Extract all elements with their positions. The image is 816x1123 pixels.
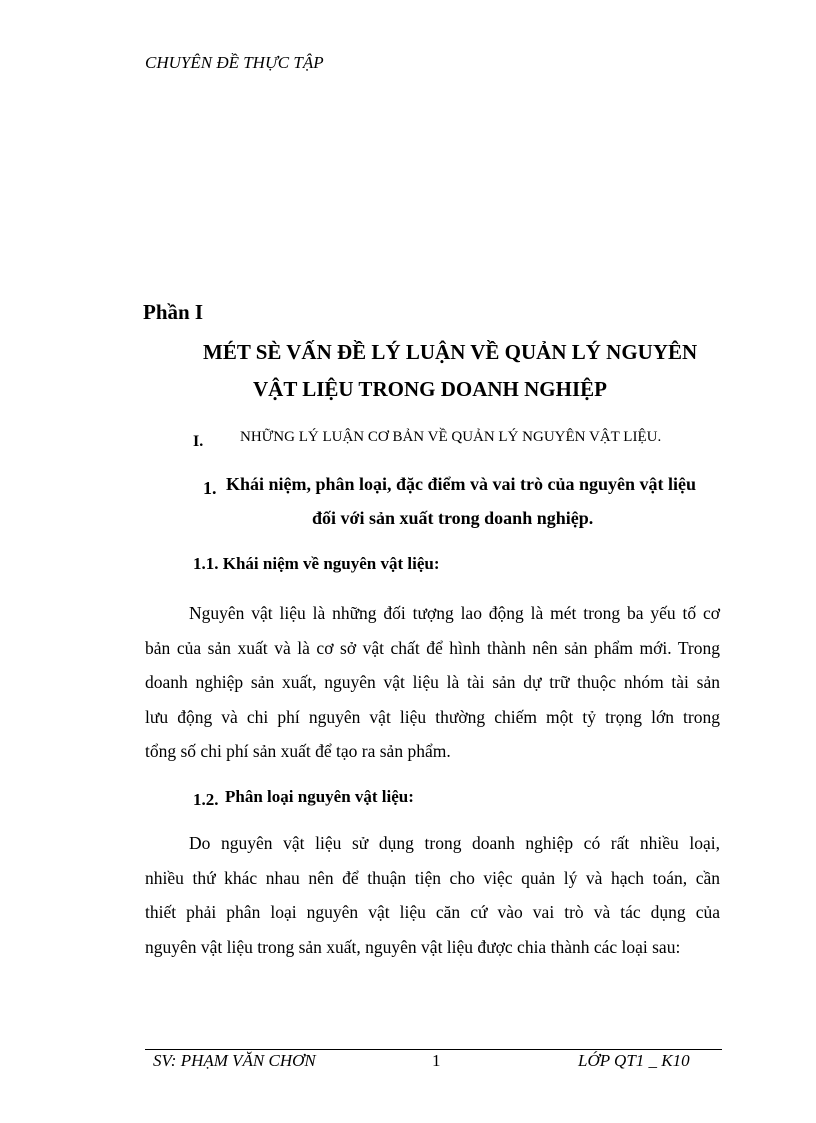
heading-1-2-title: Phân loại nguyên vật liệu: bbox=[225, 787, 414, 806]
section-number: I. bbox=[193, 433, 204, 450]
paragraph-line: nguyên vật liệu trong sản xuất, nguyên vật liệu được chia thành các loại sau: bbox=[145, 936, 681, 957]
page-header: CHUYÊN ĐỀ THỰC TẬP bbox=[145, 53, 324, 72]
footer-page-number: 1 bbox=[432, 1051, 441, 1070]
paragraph-line: doanh nghiệp sản xuất, nguyên vật liệu là tài sản dự trữ thuộc nhóm tài sản bbox=[145, 672, 720, 692]
paragraph-line: Do nguyên vật liệu sử dụng trong doanh nghiệp có rất nhiều loại, bbox=[189, 833, 720, 853]
paragraph-line: Nguyên vật liệu là những đối tượng lao động là mét trong ba yếu tố cơ bbox=[189, 603, 720, 623]
paragraph-line: thiết phải phân loại nguyên vật liệu căn cứ vào vai trò và tác dụng của bbox=[145, 902, 720, 922]
heading-1-number: 1. bbox=[203, 478, 217, 498]
footer-student-name: SV: PHẠM VĂN CHƠN bbox=[153, 1051, 316, 1070]
heading-1-line2: đối với sản xuất trong doanh nghiệp. bbox=[312, 508, 594, 528]
paragraph-line: nhiều thứ khác nhau nên để thuận tiện cho việc quản lý và hạch toán, cần bbox=[145, 867, 720, 888]
heading-1-1: 1.1. Khái niệm về nguyên vật liệu: bbox=[193, 554, 440, 573]
part-label: Phần I bbox=[143, 300, 204, 324]
paragraph-line: tổng số chi phí sản xuất để tạo ra sản phẩm. bbox=[145, 741, 451, 761]
heading-1-2-number: 1.2. bbox=[193, 790, 219, 809]
paragraph-line: bản của sản xuất và là cơ sở vật chất để hình thành nên sản phẩm mới. Trong bbox=[145, 637, 720, 658]
chapter-title-line1: MÉT SÈ VẤN ĐỀ LÝ LUẬN VỀ QUẢN LÝ NGUYÊN bbox=[203, 340, 698, 364]
heading-1-line1: Khái niệm, phân loại, đặc điểm và vai trò của nguyên vật liệu bbox=[226, 474, 697, 494]
paragraph-1 bbox=[145, 596, 720, 769]
paragraph-line: lưu động và chi phí nguyên vật liệu thường chiếm một tỷ trọng lớn trong bbox=[145, 706, 720, 727]
footer-divider bbox=[145, 1049, 722, 1050]
section-title: NHỮNG LÝ LUẬN CƠ BẢN VỀ QUẢN LÝ NGUYÊN VẬT LIỆU. bbox=[240, 429, 662, 445]
chapter-title-line2: VẬT LIỆU TRONG DOANH NGHIỆP bbox=[253, 377, 607, 401]
footer-class: LỚP QT1 _ K10 bbox=[578, 1051, 690, 1070]
paragraph-2 bbox=[145, 826, 720, 964]
